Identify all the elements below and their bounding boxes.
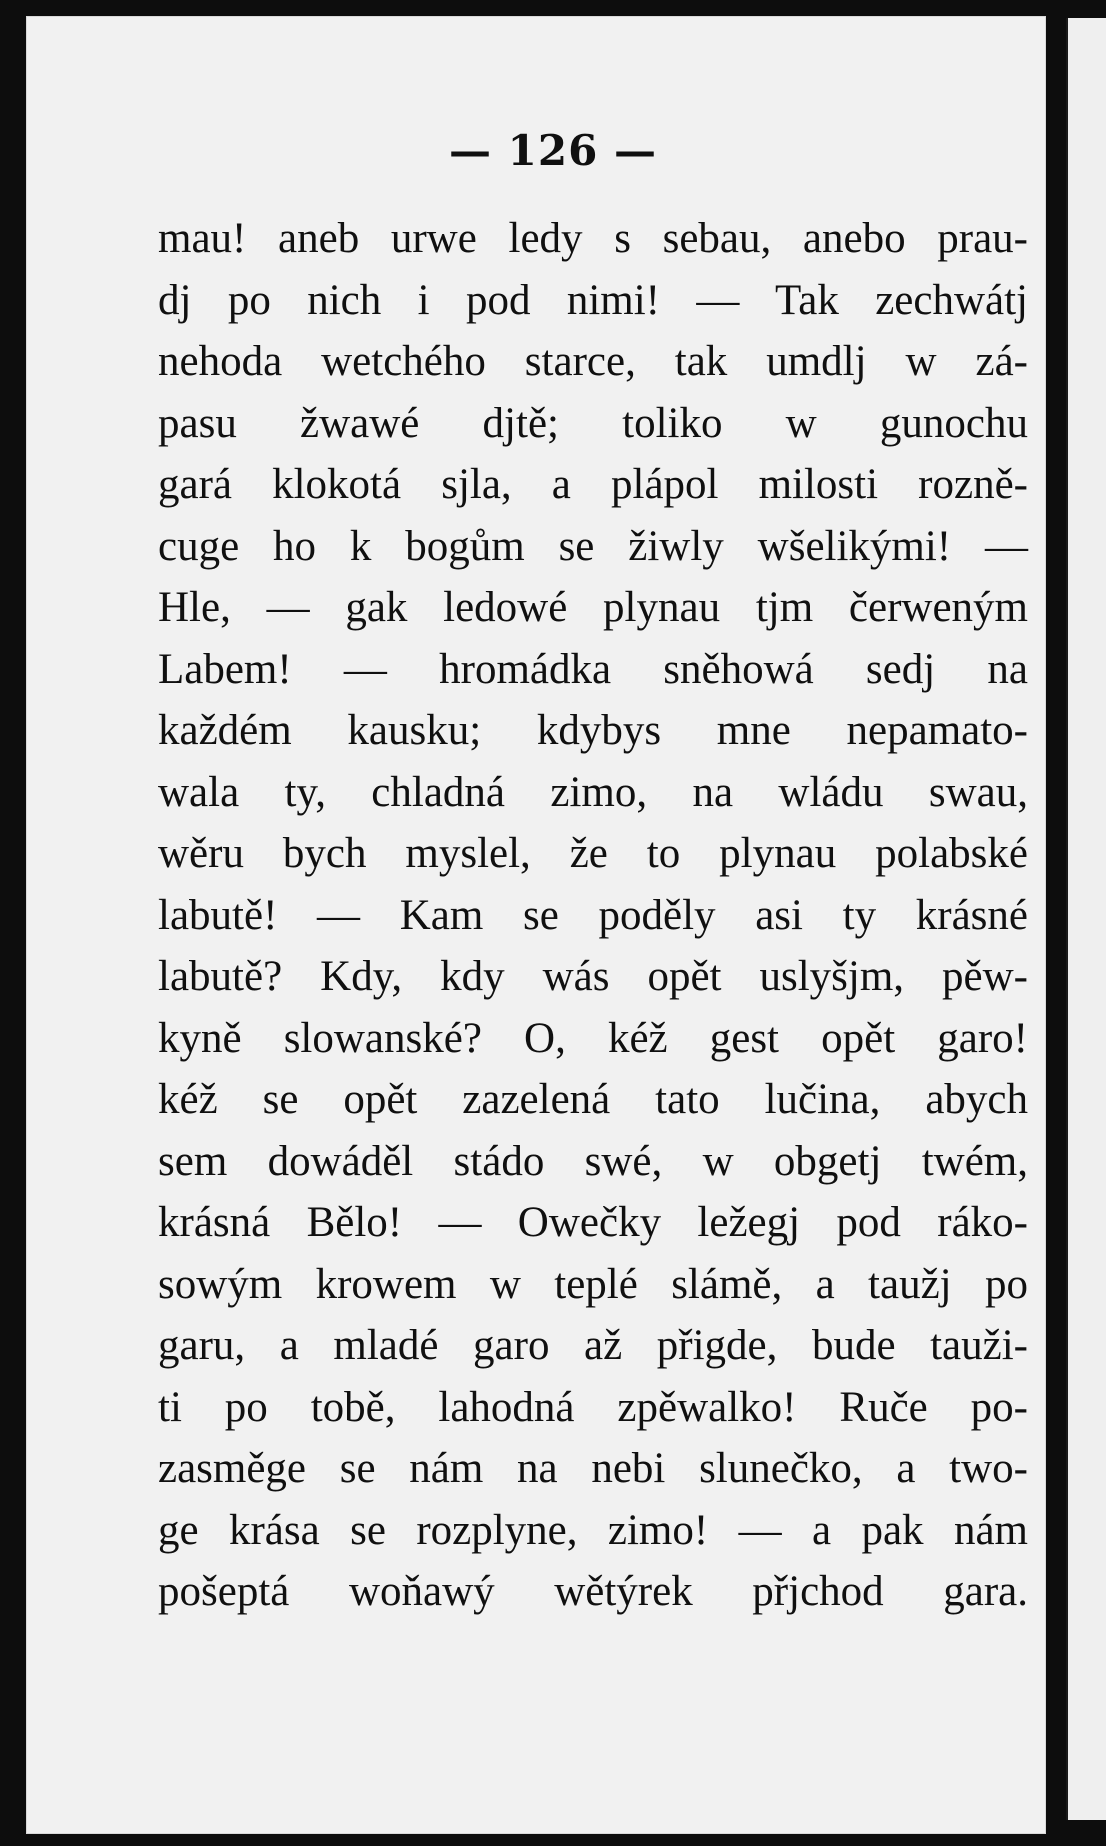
text-line: sem dowáděl stádo swé, w obgetj twém, <box>158 1137 1028 1185</box>
page-number: — 126 — <box>449 126 657 175</box>
text-line: ge krása se rozplyne, zimo! — a pak nám <box>158 1506 1028 1554</box>
text-line: mau! aneb urwe ledy s sebau, anebo prau- <box>158 215 1028 262</box>
text-line: garu, a mladé garo až přigde, bude tauži- <box>158 1322 1028 1369</box>
text-line: dj po nich i pod nimi! — Tak zechwátj <box>158 276 1028 324</box>
text-line: zasměge se nám na nebi slunečko, a two- <box>158 1445 1028 1492</box>
text-line: labutě? Kdy, kdy wás opět uslyšjm, pěw- <box>158 953 1028 1000</box>
text-line: Labem! — hromádka sněhowá sedj na <box>158 645 1028 693</box>
text-line: kéž se opět zazelená tato lučina, abych <box>158 1076 1028 1123</box>
text-line: sowým krowem w teplé slámě, a taužj po <box>158 1260 1028 1308</box>
text-line: wala ty, chladná zimo, na wládu swau, <box>158 768 1028 816</box>
text-line: pošeptá woňawý wětýrek přjchod gara. <box>158 1568 1028 1615</box>
body-text <box>158 208 1028 1623</box>
text-line: krásná Bělo! — Owečky ležegj pod ráko- <box>158 1199 1028 1246</box>
text-line: wěru bych myslel, že to plynau polabské <box>158 830 1028 877</box>
text-line: cuge ho k bogům se žiwly wšelikými! — <box>158 522 1028 570</box>
text-line: labutě! — Kam se poděly asi ty krásné <box>158 891 1028 939</box>
adjacent-page-edge <box>1066 18 1106 1820</box>
text-line: nehoda wetchého starce, tak umdlj w zá- <box>158 338 1028 385</box>
text-line: gará klokotá sjla, a plápol milosti rozně- <box>158 461 1028 508</box>
text-line: pasu žwawé djtě; toliko w gunochu <box>158 399 1028 447</box>
text-line: Hle, — gak ledowé plynau tjm čerweným <box>158 584 1028 631</box>
text-line: kyně slowanské? O, kéž gest opět garo! <box>158 1014 1028 1062</box>
text-line: každém kausku; kdybys mne nepamato- <box>158 707 1028 754</box>
text-line: ti po tobě, lahodná zpěwalko! Ruče po- <box>158 1383 1028 1431</box>
